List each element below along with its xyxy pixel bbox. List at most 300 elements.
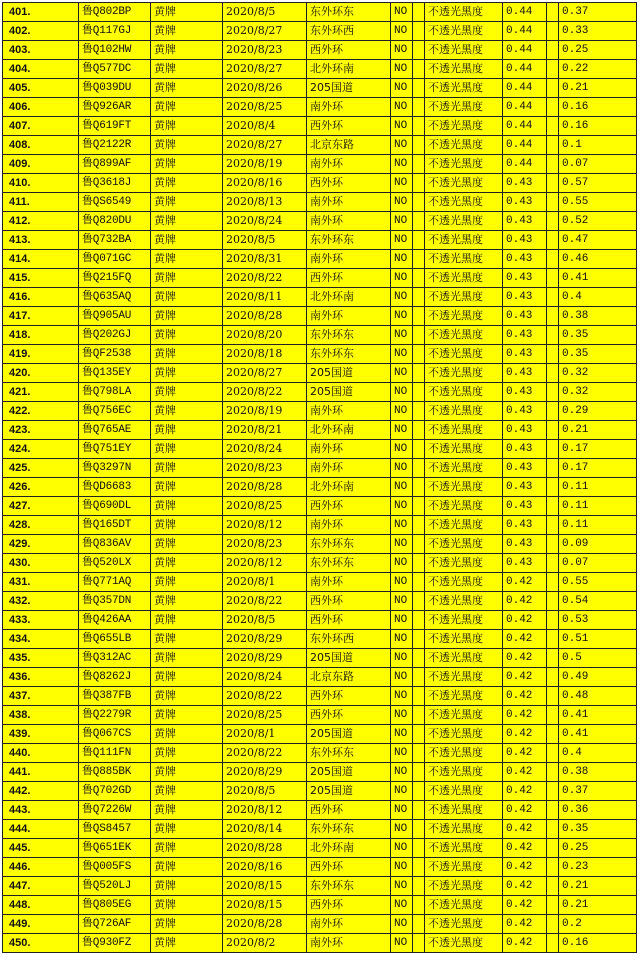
date-cell: 2020/8/5 bbox=[223, 231, 307, 250]
date-cell: 2020/8/27 bbox=[223, 364, 307, 383]
row-number: 409. bbox=[3, 155, 79, 174]
flag-cell: NO bbox=[391, 231, 413, 250]
road-cell: 东外环东 bbox=[307, 820, 391, 839]
date-cell: 2020/8/18 bbox=[223, 345, 307, 364]
value-cell-2: 0.22 bbox=[559, 60, 637, 79]
plate-number: 鲁Q067CS bbox=[79, 725, 151, 744]
plate-number: 鲁Q751EY bbox=[79, 440, 151, 459]
separator-cell bbox=[547, 630, 559, 649]
plate-number: 鲁Q3297N bbox=[79, 459, 151, 478]
value-cell-2: 0.41 bbox=[559, 706, 637, 725]
plate-number: 鲁Q771AQ bbox=[79, 573, 151, 592]
flag-cell: NO bbox=[391, 345, 413, 364]
test-type-cell: 不透光黑度 bbox=[425, 592, 503, 611]
flag-cell: NO bbox=[391, 649, 413, 668]
test-type-cell: 不透光黑度 bbox=[425, 934, 503, 953]
value-cell-1: 0.43 bbox=[503, 459, 547, 478]
value-cell-2: 0.35 bbox=[559, 345, 637, 364]
test-type-cell: 不透光黑度 bbox=[425, 440, 503, 459]
separator-cell bbox=[547, 573, 559, 592]
value-cell-1: 0.44 bbox=[503, 3, 547, 22]
separator-cell bbox=[413, 896, 425, 915]
plate-number: 鲁Q7226W bbox=[79, 801, 151, 820]
road-cell: 北京东路 bbox=[307, 668, 391, 687]
road-cell: 北外环南 bbox=[307, 60, 391, 79]
flag-cell: NO bbox=[391, 782, 413, 801]
flag-cell: NO bbox=[391, 478, 413, 497]
plate-color: 黄牌 bbox=[151, 896, 223, 915]
test-type-cell: 不透光黑度 bbox=[425, 60, 503, 79]
flag-cell: NO bbox=[391, 402, 413, 421]
row-number: 408. bbox=[3, 136, 79, 155]
row-number: 415. bbox=[3, 269, 79, 288]
row-number: 427. bbox=[3, 497, 79, 516]
road-cell: 205国道 bbox=[307, 782, 391, 801]
plate-color: 黄牌 bbox=[151, 22, 223, 41]
value-cell-1: 0.42 bbox=[503, 839, 547, 858]
separator-cell bbox=[413, 725, 425, 744]
plate-number: 鲁Q905AU bbox=[79, 307, 151, 326]
plate-number: 鲁Q798LA bbox=[79, 383, 151, 402]
separator-cell bbox=[547, 307, 559, 326]
plate-color: 黄牌 bbox=[151, 231, 223, 250]
test-type-cell: 不透光黑度 bbox=[425, 915, 503, 934]
value-cell-1: 0.43 bbox=[503, 345, 547, 364]
date-cell: 2020/8/29 bbox=[223, 630, 307, 649]
test-type-cell: 不透光黑度 bbox=[425, 98, 503, 117]
value-cell-2: 0.2 bbox=[559, 915, 637, 934]
separator-cell bbox=[413, 231, 425, 250]
date-cell: 2020/8/28 bbox=[223, 915, 307, 934]
table-row bbox=[3, 858, 637, 877]
plate-number: 鲁Q820DU bbox=[79, 212, 151, 231]
test-type-cell: 不透光黑度 bbox=[425, 573, 503, 592]
table-row bbox=[3, 231, 637, 250]
flag-cell: NO bbox=[391, 763, 413, 782]
separator-cell bbox=[547, 611, 559, 630]
test-type-cell: 不透光黑度 bbox=[425, 174, 503, 193]
date-cell: 2020/8/26 bbox=[223, 79, 307, 98]
plate-number: 鲁Q885BK bbox=[79, 763, 151, 782]
flag-cell: NO bbox=[391, 668, 413, 687]
plate-color: 黄牌 bbox=[151, 687, 223, 706]
table-row bbox=[3, 326, 637, 345]
value-cell-1: 0.42 bbox=[503, 573, 547, 592]
date-cell: 2020/8/28 bbox=[223, 307, 307, 326]
date-cell: 2020/8/1 bbox=[223, 725, 307, 744]
test-type-cell: 不透光黑度 bbox=[425, 763, 503, 782]
value-cell-2: 0.29 bbox=[559, 402, 637, 421]
separator-cell bbox=[413, 744, 425, 763]
flag-cell: NO bbox=[391, 516, 413, 535]
road-cell: 北外环南 bbox=[307, 421, 391, 440]
flag-cell: NO bbox=[391, 858, 413, 877]
table-row bbox=[3, 782, 637, 801]
date-cell: 2020/8/25 bbox=[223, 98, 307, 117]
road-cell: 南外环 bbox=[307, 307, 391, 326]
separator-cell bbox=[413, 3, 425, 22]
table-row bbox=[3, 41, 637, 60]
table-row bbox=[3, 687, 637, 706]
row-number: 410. bbox=[3, 174, 79, 193]
road-cell: 南外环 bbox=[307, 402, 391, 421]
plate-color: 黄牌 bbox=[151, 421, 223, 440]
table-row bbox=[3, 934, 637, 953]
date-cell: 2020/8/22 bbox=[223, 269, 307, 288]
separator-cell bbox=[547, 402, 559, 421]
test-type-cell: 不透光黑度 bbox=[425, 326, 503, 345]
test-type-cell: 不透光黑度 bbox=[425, 649, 503, 668]
value-cell-1: 0.44 bbox=[503, 41, 547, 60]
value-cell-2: 0.16 bbox=[559, 98, 637, 117]
road-cell: 南外环 bbox=[307, 934, 391, 953]
value-cell-2: 0.09 bbox=[559, 535, 637, 554]
value-cell-1: 0.43 bbox=[503, 535, 547, 554]
test-type-cell: 不透光黑度 bbox=[425, 136, 503, 155]
separator-cell bbox=[413, 41, 425, 60]
test-type-cell: 不透光黑度 bbox=[425, 117, 503, 136]
separator-cell bbox=[413, 459, 425, 478]
plate-color: 黄牌 bbox=[151, 706, 223, 725]
test-type-cell: 不透光黑度 bbox=[425, 231, 503, 250]
plate-color: 黄牌 bbox=[151, 440, 223, 459]
flag-cell: NO bbox=[391, 801, 413, 820]
road-cell: 205国道 bbox=[307, 725, 391, 744]
plate-number: 鲁Q2122R bbox=[79, 136, 151, 155]
plate-color: 黄牌 bbox=[151, 611, 223, 630]
date-cell: 2020/8/1 bbox=[223, 573, 307, 592]
value-cell-1: 0.44 bbox=[503, 136, 547, 155]
table-row bbox=[3, 763, 637, 782]
separator-cell bbox=[547, 79, 559, 98]
test-type-cell: 不透光黑度 bbox=[425, 478, 503, 497]
date-cell: 2020/8/28 bbox=[223, 839, 307, 858]
flag-cell: NO bbox=[391, 915, 413, 934]
date-cell: 2020/8/19 bbox=[223, 155, 307, 174]
value-cell-2: 0.1 bbox=[559, 136, 637, 155]
plate-color: 黄牌 bbox=[151, 782, 223, 801]
table-row bbox=[3, 22, 637, 41]
value-cell-1: 0.43 bbox=[503, 307, 547, 326]
date-cell: 2020/8/13 bbox=[223, 193, 307, 212]
date-cell: 2020/8/27 bbox=[223, 22, 307, 41]
flag-cell: NO bbox=[391, 307, 413, 326]
flag-cell: NO bbox=[391, 611, 413, 630]
date-cell: 2020/8/16 bbox=[223, 858, 307, 877]
road-cell: 东外环东 bbox=[307, 326, 391, 345]
flag-cell: NO bbox=[391, 934, 413, 953]
date-cell: 2020/8/19 bbox=[223, 402, 307, 421]
plate-color: 黄牌 bbox=[151, 41, 223, 60]
row-number: 445. bbox=[3, 839, 79, 858]
road-cell: 南外环 bbox=[307, 193, 391, 212]
separator-cell bbox=[547, 174, 559, 193]
separator-cell bbox=[547, 326, 559, 345]
value-cell-1: 0.44 bbox=[503, 117, 547, 136]
plate-color: 黄牌 bbox=[151, 136, 223, 155]
table-row bbox=[3, 573, 637, 592]
separator-cell bbox=[547, 212, 559, 231]
plate-color: 黄牌 bbox=[151, 288, 223, 307]
separator-cell bbox=[413, 155, 425, 174]
separator-cell bbox=[547, 98, 559, 117]
value-cell-2: 0.49 bbox=[559, 668, 637, 687]
value-cell-1: 0.43 bbox=[503, 193, 547, 212]
separator-cell bbox=[547, 516, 559, 535]
table-row bbox=[3, 459, 637, 478]
date-cell: 2020/8/29 bbox=[223, 763, 307, 782]
separator-cell bbox=[413, 212, 425, 231]
table-row bbox=[3, 801, 637, 820]
road-cell: 205国道 bbox=[307, 364, 391, 383]
separator-cell bbox=[413, 98, 425, 117]
date-cell: 2020/8/22 bbox=[223, 383, 307, 402]
separator-cell bbox=[547, 60, 559, 79]
date-cell: 2020/8/24 bbox=[223, 668, 307, 687]
test-type-cell: 不透光黑度 bbox=[425, 459, 503, 478]
plate-color: 黄牌 bbox=[151, 307, 223, 326]
plate-number: 鲁Q102HW bbox=[79, 41, 151, 60]
road-cell: 205国道 bbox=[307, 79, 391, 98]
road-cell: 东外环东 bbox=[307, 877, 391, 896]
separator-cell bbox=[413, 402, 425, 421]
value-cell-2: 0.5 bbox=[559, 649, 637, 668]
flag-cell: NO bbox=[391, 22, 413, 41]
value-cell-2: 0.21 bbox=[559, 421, 637, 440]
separator-cell bbox=[413, 269, 425, 288]
table-row bbox=[3, 630, 637, 649]
separator-cell bbox=[547, 744, 559, 763]
plate-number: 鲁Q3618J bbox=[79, 174, 151, 193]
separator-cell bbox=[547, 478, 559, 497]
plate-color: 黄牌 bbox=[151, 592, 223, 611]
table-row bbox=[3, 516, 637, 535]
separator-cell bbox=[413, 706, 425, 725]
separator-cell bbox=[547, 820, 559, 839]
row-number: 404. bbox=[3, 60, 79, 79]
date-cell: 2020/8/14 bbox=[223, 820, 307, 839]
flag-cell: NO bbox=[391, 592, 413, 611]
value-cell-2: 0.17 bbox=[559, 440, 637, 459]
row-number: 449. bbox=[3, 915, 79, 934]
separator-cell bbox=[547, 801, 559, 820]
road-cell: 西外环 bbox=[307, 687, 391, 706]
value-cell-1: 0.42 bbox=[503, 630, 547, 649]
separator-cell bbox=[413, 858, 425, 877]
test-type-cell: 不透光黑度 bbox=[425, 269, 503, 288]
plate-number: 鲁Q357DN bbox=[79, 592, 151, 611]
data-table bbox=[2, 2, 637, 953]
date-cell: 2020/8/11 bbox=[223, 288, 307, 307]
value-cell-1: 0.43 bbox=[503, 269, 547, 288]
separator-cell bbox=[547, 706, 559, 725]
row-number: 418. bbox=[3, 326, 79, 345]
separator-cell bbox=[413, 79, 425, 98]
flag-cell: NO bbox=[391, 193, 413, 212]
value-cell-2: 0.37 bbox=[559, 782, 637, 801]
flag-cell: NO bbox=[391, 440, 413, 459]
value-cell-2: 0.21 bbox=[559, 79, 637, 98]
road-cell: 东外环东 bbox=[307, 554, 391, 573]
table-row bbox=[3, 725, 637, 744]
row-number: 412. bbox=[3, 212, 79, 231]
table-row bbox=[3, 592, 637, 611]
flag-cell: NO bbox=[391, 725, 413, 744]
road-cell: 西外环 bbox=[307, 706, 391, 725]
plate-number: 鲁Q215FQ bbox=[79, 269, 151, 288]
value-cell-2: 0.35 bbox=[559, 326, 637, 345]
road-cell: 南外环 bbox=[307, 98, 391, 117]
value-cell-1: 0.43 bbox=[503, 516, 547, 535]
table-row bbox=[3, 820, 637, 839]
flag-cell: NO bbox=[391, 421, 413, 440]
plate-color: 黄牌 bbox=[151, 554, 223, 573]
date-cell: 2020/8/25 bbox=[223, 497, 307, 516]
date-cell: 2020/8/29 bbox=[223, 649, 307, 668]
table-row bbox=[3, 364, 637, 383]
date-cell: 2020/8/27 bbox=[223, 136, 307, 155]
table-row bbox=[3, 497, 637, 516]
road-cell: 205国道 bbox=[307, 649, 391, 668]
value-cell-2: 0.55 bbox=[559, 573, 637, 592]
separator-cell bbox=[413, 763, 425, 782]
value-cell-2: 0.55 bbox=[559, 193, 637, 212]
separator-cell bbox=[413, 326, 425, 345]
date-cell: 2020/8/22 bbox=[223, 592, 307, 611]
row-number: 433. bbox=[3, 611, 79, 630]
value-cell-1: 0.42 bbox=[503, 915, 547, 934]
date-cell: 2020/8/5 bbox=[223, 782, 307, 801]
separator-cell bbox=[413, 573, 425, 592]
flag-cell: NO bbox=[391, 98, 413, 117]
table-row bbox=[3, 174, 637, 193]
road-cell: 南外环 bbox=[307, 250, 391, 269]
road-cell: 西外环 bbox=[307, 592, 391, 611]
row-number: 407. bbox=[3, 117, 79, 136]
plate-number: 鲁Q577DC bbox=[79, 60, 151, 79]
row-number: 419. bbox=[3, 345, 79, 364]
date-cell: 2020/8/24 bbox=[223, 212, 307, 231]
road-cell: 西外环 bbox=[307, 117, 391, 136]
road-cell: 南外环 bbox=[307, 459, 391, 478]
separator-cell bbox=[547, 155, 559, 174]
value-cell-1: 0.42 bbox=[503, 782, 547, 801]
road-cell: 205国道 bbox=[307, 763, 391, 782]
road-cell: 南外环 bbox=[307, 212, 391, 231]
value-cell-2: 0.38 bbox=[559, 307, 637, 326]
plate-color: 黄牌 bbox=[151, 174, 223, 193]
plate-number: 鲁Q726AF bbox=[79, 915, 151, 934]
flag-cell: NO bbox=[391, 79, 413, 98]
value-cell-1: 0.43 bbox=[503, 250, 547, 269]
flag-cell: NO bbox=[391, 326, 413, 345]
separator-cell bbox=[547, 231, 559, 250]
separator-cell bbox=[547, 22, 559, 41]
separator-cell bbox=[547, 250, 559, 269]
separator-cell bbox=[413, 839, 425, 858]
plate-number: 鲁Q135EY bbox=[79, 364, 151, 383]
flag-cell: NO bbox=[391, 212, 413, 231]
flag-cell: NO bbox=[391, 630, 413, 649]
test-type-cell: 不透光黑度 bbox=[425, 858, 503, 877]
plate-color: 黄牌 bbox=[151, 478, 223, 497]
road-cell: 西外环 bbox=[307, 174, 391, 193]
test-type-cell: 不透光黑度 bbox=[425, 212, 503, 231]
separator-cell bbox=[413, 535, 425, 554]
date-cell: 2020/8/27 bbox=[223, 60, 307, 79]
plate-number: 鲁Q520LX bbox=[79, 554, 151, 573]
road-cell: 北外环南 bbox=[307, 839, 391, 858]
plate-number: 鲁QF2538 bbox=[79, 345, 151, 364]
test-type-cell: 不透光黑度 bbox=[425, 630, 503, 649]
table-row bbox=[3, 383, 637, 402]
plate-number: 鲁QS6549 bbox=[79, 193, 151, 212]
row-number: 435. bbox=[3, 649, 79, 668]
plate-color: 黄牌 bbox=[151, 383, 223, 402]
row-number: 442. bbox=[3, 782, 79, 801]
flag-cell: NO bbox=[391, 820, 413, 839]
flag-cell: NO bbox=[391, 459, 413, 478]
road-cell: 东外环西 bbox=[307, 22, 391, 41]
table-row bbox=[3, 212, 637, 231]
plate-color: 黄牌 bbox=[151, 459, 223, 478]
road-cell: 西外环 bbox=[307, 801, 391, 820]
row-number: 420. bbox=[3, 364, 79, 383]
plate-number: 鲁QD6683 bbox=[79, 478, 151, 497]
separator-cell bbox=[547, 117, 559, 136]
flag-cell: NO bbox=[391, 136, 413, 155]
flag-cell: NO bbox=[391, 744, 413, 763]
row-number: 448. bbox=[3, 896, 79, 915]
separator-cell bbox=[547, 934, 559, 953]
row-number: 424. bbox=[3, 440, 79, 459]
plate-color: 黄牌 bbox=[151, 725, 223, 744]
test-type-cell: 不透光黑度 bbox=[425, 3, 503, 22]
separator-cell bbox=[547, 269, 559, 288]
table-row bbox=[3, 744, 637, 763]
separator-cell bbox=[547, 364, 559, 383]
separator-cell bbox=[413, 117, 425, 136]
value-cell-2: 0.07 bbox=[559, 554, 637, 573]
plate-color: 黄牌 bbox=[151, 858, 223, 877]
road-cell: 东外环东 bbox=[307, 345, 391, 364]
flag-cell: NO bbox=[391, 288, 413, 307]
plate-color: 黄牌 bbox=[151, 535, 223, 554]
value-cell-2: 0.11 bbox=[559, 497, 637, 516]
row-number: 437. bbox=[3, 687, 79, 706]
row-number: 444. bbox=[3, 820, 79, 839]
value-cell-2: 0.48 bbox=[559, 687, 637, 706]
test-type-cell: 不透光黑度 bbox=[425, 250, 503, 269]
date-cell: 2020/8/16 bbox=[223, 174, 307, 193]
row-number: 429. bbox=[3, 535, 79, 554]
test-type-cell: 不透光黑度 bbox=[425, 535, 503, 554]
value-cell-2: 0.52 bbox=[559, 212, 637, 231]
value-cell-2: 0.16 bbox=[559, 934, 637, 953]
separator-cell bbox=[413, 193, 425, 212]
value-cell-2: 0.37 bbox=[559, 3, 637, 22]
test-type-cell: 不透光黑度 bbox=[425, 725, 503, 744]
plate-number: 鲁Q651EK bbox=[79, 839, 151, 858]
table-row bbox=[3, 250, 637, 269]
table-row bbox=[3, 193, 637, 212]
road-cell: 南外环 bbox=[307, 440, 391, 459]
separator-cell bbox=[547, 839, 559, 858]
flag-cell: NO bbox=[391, 706, 413, 725]
date-cell: 2020/8/25 bbox=[223, 706, 307, 725]
flag-cell: NO bbox=[391, 573, 413, 592]
road-cell: 南外环 bbox=[307, 155, 391, 174]
